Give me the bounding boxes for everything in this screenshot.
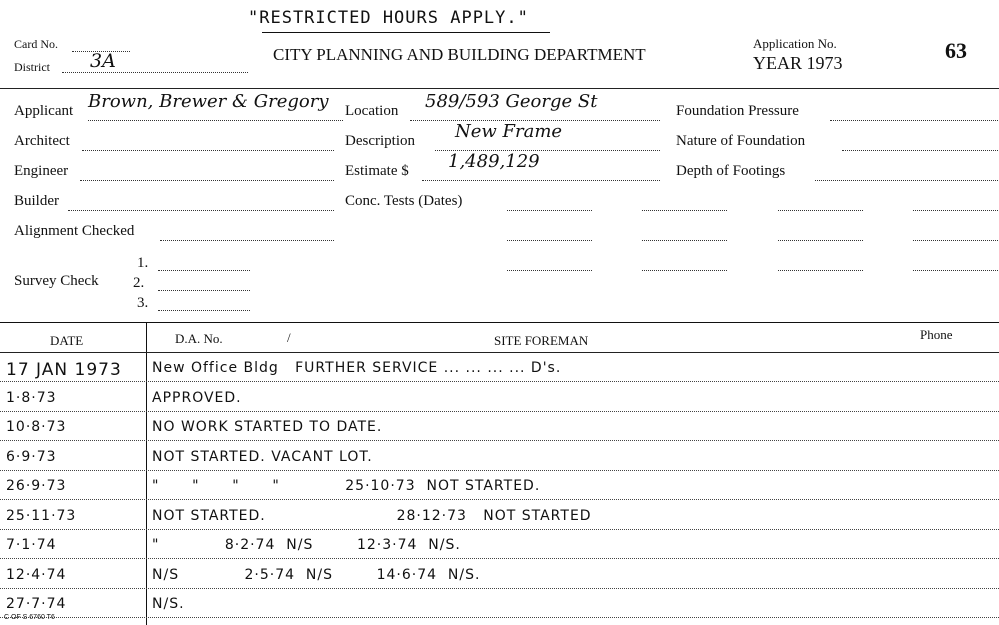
conc-test-field	[913, 270, 998, 271]
conc-test-field	[642, 240, 727, 241]
builder-field	[68, 210, 334, 211]
row-date: 1·8·73	[6, 389, 57, 406]
row-entry: N/S.	[152, 596, 185, 612]
row-entry: New Office Bldg FURTHER SERVICE ... ... ... ... D's.	[152, 360, 562, 376]
alignment-field	[160, 240, 334, 241]
nature-of-foundation-field	[842, 150, 998, 151]
table-top-border	[0, 322, 999, 323]
date-column-header: DATE	[50, 333, 84, 348]
description-label: Description	[345, 133, 415, 149]
location-value: 589/593 George St	[425, 91, 598, 112]
conc-test-field	[507, 210, 592, 211]
foundation-pressure-label: Foundation Pressure	[676, 103, 799, 119]
survey-3-field	[158, 310, 250, 311]
phone-column-header: Phone	[920, 327, 953, 342]
restricted-hours-stamp: "RESTRICTED HOURS APPLY."	[248, 8, 529, 28]
nature-of-foundation-label: Nature of Foundation	[676, 133, 806, 149]
row-date: 10·8·73	[6, 419, 67, 435]
applicant-value: Brown, Brewer & Gregory	[88, 91, 329, 112]
architect-field	[82, 150, 334, 151]
conc-test-field	[778, 270, 863, 271]
conc-test-field	[507, 270, 592, 271]
row-date: 12·4·74	[6, 566, 67, 583]
row-rule	[0, 588, 999, 589]
engineer-label: Engineer	[14, 163, 69, 179]
conc-tests-label: Conc. Tests (Dates)	[345, 193, 463, 209]
district-label: District	[14, 60, 50, 74]
depth-of-footings-label: Depth of Footings	[676, 163, 786, 179]
row-rule	[0, 470, 999, 471]
row-rule	[0, 440, 999, 441]
stamp-underline	[262, 32, 550, 33]
date-column-divider	[146, 322, 147, 625]
row-rule	[0, 381, 999, 382]
application-number: 63	[945, 38, 967, 63]
estimate-field	[422, 180, 660, 181]
conc-test-field	[642, 270, 727, 271]
survey-1-label: 1.	[137, 255, 149, 271]
row-entry: NO WORK STARTED TO DATE.	[152, 419, 383, 435]
survey-1-field	[158, 270, 250, 271]
survey-check-label: Survey Check	[14, 273, 99, 289]
year-label: YEAR 1973	[753, 53, 843, 73]
architect-label: Architect	[14, 133, 70, 149]
row-date: 27·7·74	[6, 596, 67, 612]
district-field	[62, 72, 248, 73]
conc-test-field	[642, 210, 727, 211]
row-date: 17 JAN 1973	[6, 360, 122, 380]
row-rule	[0, 529, 999, 530]
survey-3-label: 3.	[137, 295, 149, 311]
conc-test-field	[913, 240, 998, 241]
depth-of-footings-field	[815, 180, 998, 181]
row-rule	[0, 499, 999, 500]
description-value: New Frame	[455, 121, 563, 142]
row-entry: APPROVED.	[152, 389, 242, 406]
builder-label: Builder	[14, 193, 59, 209]
conc-test-field	[507, 240, 592, 241]
da-no-slash: /	[287, 330, 291, 345]
engineer-field	[80, 180, 334, 181]
alignment-label: Alignment Checked	[14, 223, 135, 239]
district-value: 3A	[90, 50, 116, 72]
header-divider	[0, 88, 999, 89]
applicant-field	[88, 120, 343, 121]
applicant-label: Applicant	[14, 103, 74, 119]
department-title: CITY PLANNING AND BUILDING DEPARTMENT	[273, 45, 646, 64]
row-entry: " 8·2·74 N/S 12·3·74 N/S.	[152, 537, 461, 553]
row-date: 25·11·73	[6, 507, 77, 524]
estimate-value: 1,489,129	[448, 151, 540, 172]
row-rule	[0, 411, 999, 412]
survey-2-field	[158, 290, 250, 291]
form-code: C OF S 6760 T6	[4, 614, 55, 621]
da-no-column-header: D.A. No.	[175, 331, 223, 346]
table-header-divider	[0, 352, 999, 353]
row-entry: " " " " 25·10·73 NOT STARTED.	[152, 478, 541, 494]
conc-test-field	[778, 240, 863, 241]
row-date: 6·9·73	[6, 448, 57, 465]
row-date: 26·9·73	[6, 478, 67, 494]
estimate-label: Estimate $	[345, 163, 409, 179]
site-foreman-column-header: SITE FOREMAN	[494, 333, 589, 348]
row-entry: NOT STARTED. 28·12·73 NOT STARTED	[152, 507, 592, 524]
row-rule	[0, 617, 999, 618]
row-rule	[0, 558, 999, 559]
application-no-label: Application No.	[753, 36, 837, 51]
location-label: Location	[345, 103, 399, 119]
row-entry: NOT STARTED. VACANT LOT.	[152, 448, 373, 465]
survey-2-label: 2.	[133, 275, 145, 291]
card-no-label: Card No.	[14, 37, 58, 51]
foundation-pressure-field	[830, 120, 998, 121]
conc-test-field	[778, 210, 863, 211]
row-date: 7·1·74	[6, 537, 57, 553]
row-entry: N/S 2·5·74 N/S 14·6·74 N/S.	[152, 566, 481, 583]
conc-test-field	[913, 210, 998, 211]
